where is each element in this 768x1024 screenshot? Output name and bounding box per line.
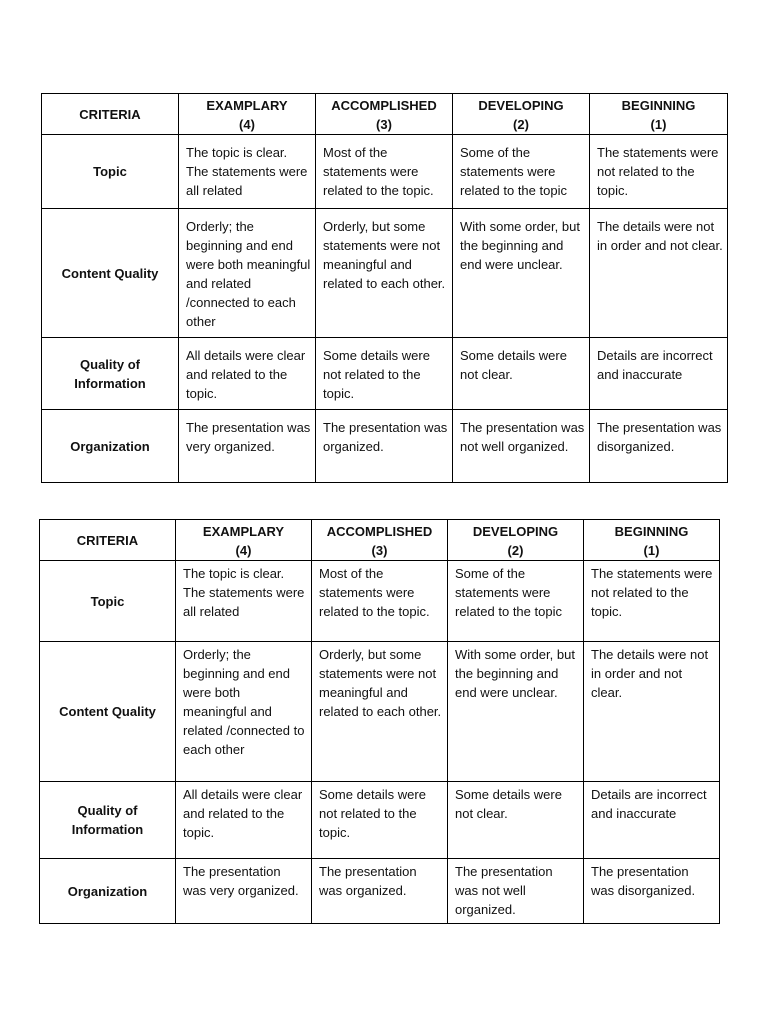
criterion-label: Content Quality [42, 209, 179, 338]
level-header-beginning [590, 94, 728, 135]
table-row [42, 410, 728, 483]
level-label: ACCOMPLISHED [331, 98, 437, 113]
criterion-label: Organization [40, 859, 176, 924]
level-header-developing [448, 520, 584, 561]
rubric-cell: Orderly, but some statements were not meaningful and related to each other. [316, 209, 453, 338]
rubric-cell: Orderly; the beginning and end were both meaningful and related /connected to each other [176, 642, 312, 782]
table-row [40, 642, 720, 782]
level-label: ACCOMPLISHED [326, 524, 433, 539]
level-score: (4) [239, 117, 255, 132]
rubric-cell: The statements were not related to the topic. [590, 135, 728, 209]
criterion-label: Topic [42, 135, 179, 209]
rubric-cell: Some details were not related to the topic. [316, 338, 453, 410]
level-score: (2) [513, 117, 529, 132]
level-label: BEGINNING [621, 98, 696, 113]
rubric-cell: All details were clear and related to the topic. [176, 782, 312, 859]
table-row [40, 561, 720, 642]
rubric-cell: All details were clear and related to the topic. [179, 338, 316, 410]
rubric-cell: Most of the statements were related to the topic. [316, 135, 453, 209]
rubric-cell: Orderly; the beginning and end were both meaningful and related /connected to each other [179, 209, 316, 338]
rubric-cell: Some details were not clear. [453, 338, 590, 410]
criteria-header: CRITERIA [42, 94, 179, 135]
level-header-accomplished [312, 520, 448, 561]
criteria-header: CRITERIA [40, 520, 176, 561]
rubric-cell: Some of the statements were related to the topic [453, 135, 590, 209]
table-row [42, 135, 728, 209]
level-score: (2) [507, 543, 524, 558]
rubric-cell: With some order, but the beginning and end were unclear. [453, 209, 590, 338]
rubric-cell: The presentation was very organized. [176, 859, 312, 924]
level-label: EXAMPLARY [206, 98, 288, 113]
level-label: DEVELOPING [472, 524, 559, 539]
table-row [40, 782, 720, 859]
level-label: EXAMPLARY [202, 524, 285, 539]
rubric-cell: The presentation was very organized. [179, 410, 316, 483]
criterion-label: Topic [40, 561, 176, 642]
rubric-cell: The presentation was disorganized. [590, 410, 728, 483]
header-row [40, 520, 720, 561]
rubric-cell: The presentation was organized. [316, 410, 453, 483]
rubric-cell: The presentation was not well organized. [453, 410, 590, 483]
level-label: DEVELOPING [478, 98, 564, 113]
rubric-cell: The details were not in order and not clear. [584, 642, 720, 782]
level-label: BEGINNING [614, 524, 689, 539]
header-row [42, 94, 728, 135]
criterion-label: Organization [42, 410, 179, 483]
rubric-cell: The presentation was not well organized. [448, 859, 584, 924]
rubric-cell: The presentation was disorganized. [584, 859, 720, 924]
level-header-beginning [584, 520, 720, 561]
rubric-cell: The topic is clear. The statements were all related [179, 135, 316, 209]
rubric-cell: Some details were not clear. [448, 782, 584, 859]
level-score: (3) [371, 543, 388, 558]
rubric-cell: Orderly, but some statements were not meaningful and related to each other. [312, 642, 448, 782]
rubric-cell: The topic is clear. The statements were all related [176, 561, 312, 642]
rubric-cell: Some details were not related to the topic. [312, 782, 448, 859]
criterion-label: Content Quality [40, 642, 176, 782]
criterion-label: Quality of Information [40, 782, 176, 859]
rubric-cell: Some of the statements were related to the topic [448, 561, 584, 642]
level-header-examplary [179, 94, 316, 135]
rubric-cell: Details are incorrect and inaccurate [590, 338, 728, 410]
rubric-cell: The statements were not related to the topic. [584, 561, 720, 642]
level-score: (1) [643, 543, 660, 558]
table-row [42, 209, 728, 338]
level-score: (1) [650, 117, 667, 132]
rubric-cell: The details were not in order and not clear. [590, 209, 728, 338]
rubric-cell: Details are incorrect and inaccurate [584, 782, 720, 859]
criterion-label: Quality of Information [42, 338, 179, 410]
level-header-accomplished [316, 94, 453, 135]
level-header-examplary [176, 520, 312, 561]
level-header-developing [453, 94, 590, 135]
level-score: (3) [376, 117, 392, 132]
rubric-cell: Most of the statements were related to the topic. [312, 561, 448, 642]
level-score: (4) [235, 543, 252, 558]
rubric-cell: With some order, but the beginning and end were unclear. [448, 642, 584, 782]
table-row [40, 859, 720, 924]
rubric-table [39, 519, 720, 924]
rubric-cell: The presentation was organized. [312, 859, 448, 924]
rubric-table [41, 93, 728, 483]
table-row [42, 338, 728, 410]
